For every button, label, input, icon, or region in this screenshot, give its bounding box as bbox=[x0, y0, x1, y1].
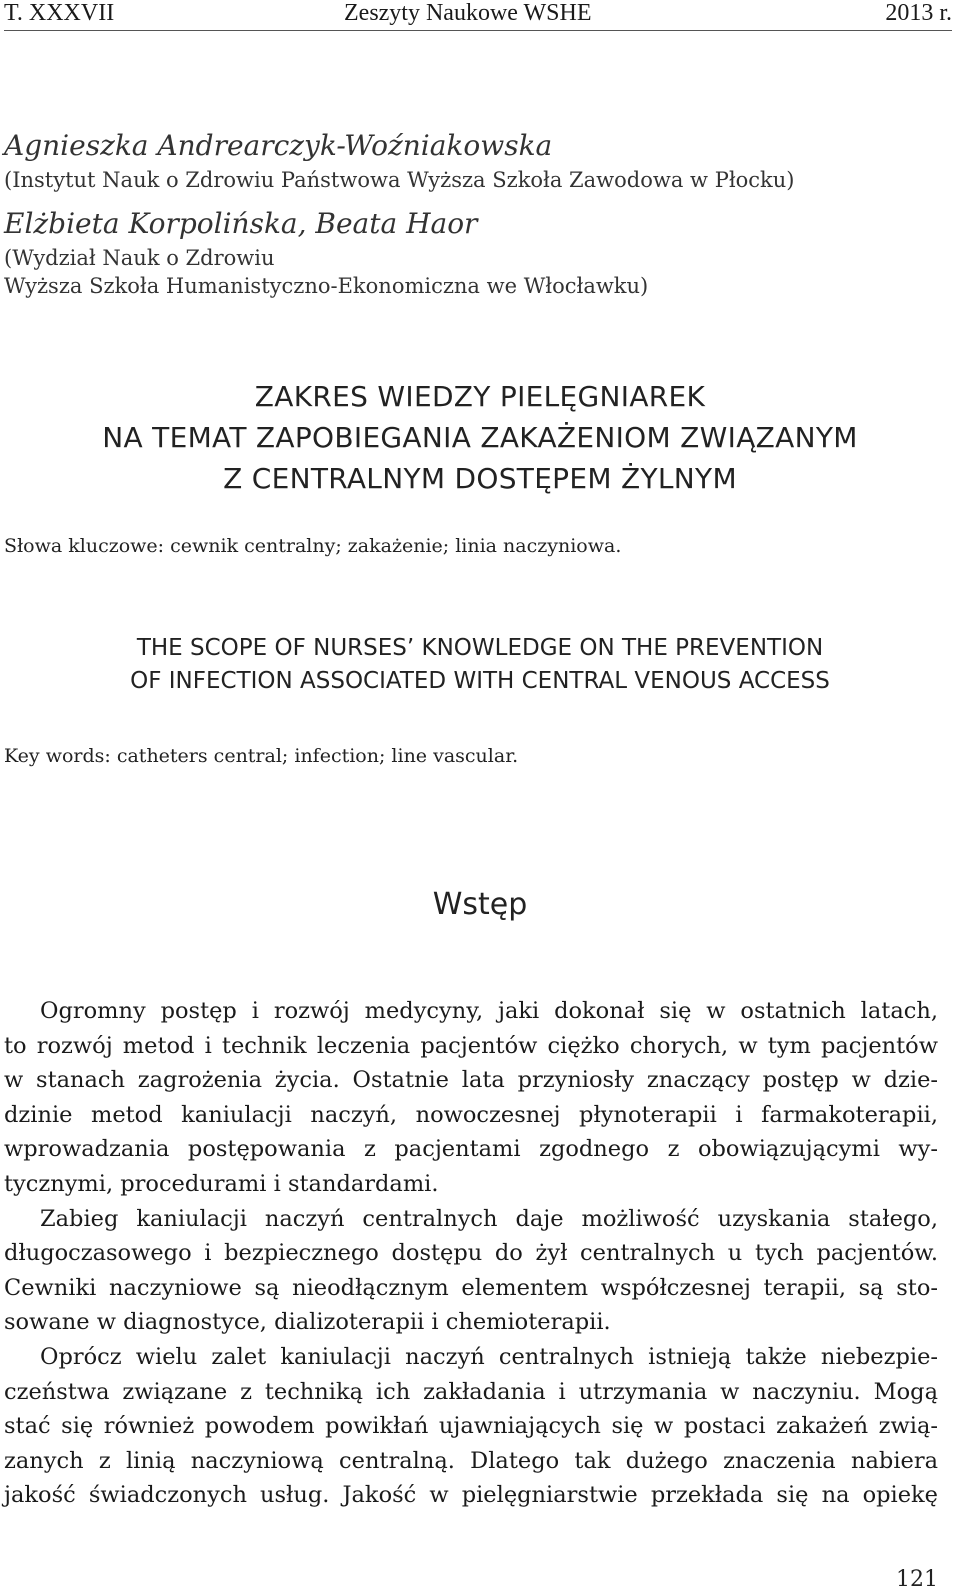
page-number: 121 bbox=[896, 1567, 938, 1592]
body-line: w stanach zagrożenia życia. Ostatnie lata przyniosły znaczący postęp w dzie- bbox=[4, 1067, 938, 1094]
article-title-polish bbox=[0, 376, 960, 499]
header-journal: Zeszyty Naukowe WSHE bbox=[344, 0, 592, 26]
title-pl-line-2: NA TEMAT ZAPOBIEGANIA ZAKAŻENIOM ZWIĄZANYM bbox=[102, 421, 858, 454]
keywords-polish: Słowa kluczowe: cewnik centralny; zakażenie; linia naczyniowa. bbox=[4, 535, 622, 557]
author-affiliation-2-line-1: (Wydział Nauk o Zdrowiu bbox=[4, 246, 275, 270]
author-affiliation-1: (Instytut Nauk o Zdrowiu Państwowa Wyższa Szkoła Zawodowa w Płocku) bbox=[4, 168, 795, 192]
author-affiliation-2-line-2: Wyższa Szkoła Humanistyczno-Ekonomiczna we Włocławku) bbox=[4, 274, 649, 298]
section-heading-introduction: Wstęp bbox=[432, 887, 528, 922]
body-line: stać się również powodem powikłań ujawniających się w postaci zakażeń zwią- bbox=[4, 1413, 938, 1440]
author-names-2: Elżbieta Korpolińska, Beata Haor bbox=[4, 207, 478, 240]
body-line: sowane w diagnostyce, dializoterapii i chemioterapii. bbox=[4, 1309, 611, 1336]
body-line: zanych z linią naczyniową centralną. Dlatego tak dużego znaczenia nabiera bbox=[4, 1447, 938, 1474]
body-line: długoczasowego i bezpiecznego dostępu do żył centralnych u tych pacjentów. bbox=[4, 1240, 938, 1267]
author-group-2 bbox=[4, 204, 954, 300]
body-line: Ogromny postęp i rozwój medycyny, jaki dokonał się w ostatnich latach, bbox=[40, 998, 938, 1024]
author-group-1 bbox=[4, 126, 954, 194]
title-pl-line-3: Z CENTRALNYM DOSTĘPEM ŻYLNYM bbox=[223, 462, 737, 495]
body-line: dzinie metod kaniulacji naczyń, nowoczesnej płynoterapii i farmakoterapii, bbox=[4, 1101, 938, 1128]
title-en-line-1: THE SCOPE OF NURSES’ KNOWLEDGE ON THE PREVENTION bbox=[136, 635, 824, 661]
header-volume: T. XXXVII bbox=[4, 0, 115, 26]
title-en-line-2: OF INFECTION ASSOCIATED WITH CENTRAL VENOUS ACCESS bbox=[130, 668, 830, 694]
body-line: wprowadzania postępowania z pacjentami zgodnego z obowiązującymi wy- bbox=[4, 1136, 938, 1163]
body-line: to rozwój metod i technik leczenia pacjentów ciężko chorych, w tym pacjentów bbox=[4, 1032, 938, 1059]
header-year: 2013 r. bbox=[885, 0, 952, 26]
body-line: tycznymi, procedurami i standardami. bbox=[4, 1170, 439, 1197]
body-line: jakość świadczonych usług. Jakość w pielęgniarstwie przekłada się na opiekę bbox=[4, 1482, 938, 1509]
authors-section bbox=[4, 126, 954, 300]
body-line: Zabieg kaniulacji naczyń centralnych daje możliwość uzyskania stałego, bbox=[40, 1205, 938, 1232]
body-line: czeństwa związane z techniką ich zakładania i utrzymania w naczyniu. Mogą bbox=[4, 1378, 938, 1405]
title-pl-line-1: ZAKRES WIEDZY PIELĘGNIAREK bbox=[254, 380, 706, 413]
article-title-english bbox=[0, 632, 960, 698]
author-names-1: Agnieszka Andrearczyk-Woźniakowska bbox=[4, 129, 553, 162]
body-line: Cewniki naczyniowe są nieodłącznym elementem współczesnej terapii, są sto- bbox=[4, 1274, 938, 1301]
body-text bbox=[4, 994, 938, 1513]
running-header bbox=[4, 0, 952, 31]
body-line: Oprócz wielu zalet kaniulacji naczyń centralnych istnieją także niebezpie- bbox=[40, 1343, 938, 1370]
keywords-english: Key words: catheters central; infection; line vascular. bbox=[4, 745, 519, 767]
